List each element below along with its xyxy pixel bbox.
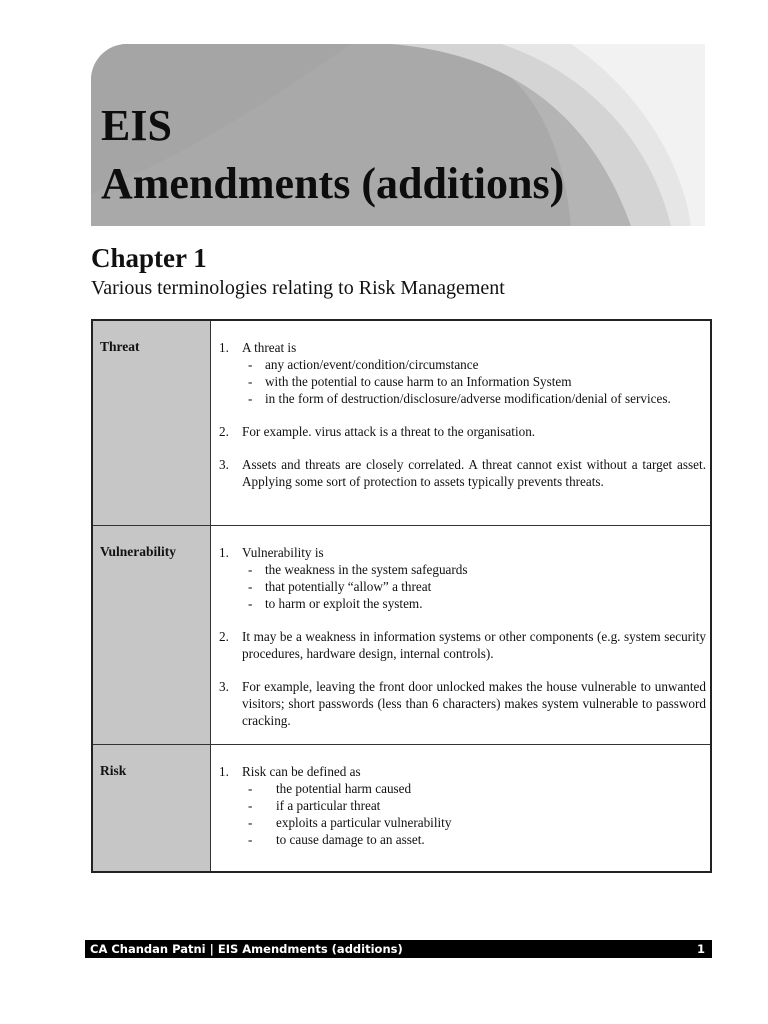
list-number: 2. [219, 629, 229, 644]
term-row-risk [93, 745, 710, 871]
term-label-risk: Risk [100, 763, 127, 778]
sub-item: - if a particular threat [248, 798, 381, 813]
sub-item: - in the form of destruction/disclosure/adverse modification/denial of services. [248, 391, 671, 406]
point-text: A threat is [242, 340, 297, 355]
sub-item: - with the potential to cause harm to an Information System [248, 374, 572, 389]
term-row-vulnerability [93, 526, 710, 745]
sub-item: - that potentially “allow” a threat [248, 579, 432, 594]
point-text: Assets and threats are closely correlated. A threat cannot exist without a target asset. Applying some sort of protection to assets typically prevents threats. [242, 457, 706, 489]
list-number: 3. [219, 457, 229, 472]
sub-list [242, 561, 706, 612]
sub-item: - the potential harm caused [248, 781, 412, 796]
list-item [219, 423, 706, 440]
list-item [219, 763, 706, 848]
footer-left [90, 940, 403, 958]
point-text: Vulnerability is [242, 545, 324, 560]
point-text: For example. virus attack is a threat to the organisation. [242, 424, 536, 439]
term-definition-threat [219, 339, 706, 506]
list-number: 1. [219, 764, 229, 779]
point-text: Risk can be defined as [242, 764, 361, 779]
sub-item: - to harm or exploit the system. [248, 596, 423, 611]
term-label-cell [93, 321, 211, 525]
list-item [219, 544, 706, 612]
term-label-cell [93, 745, 211, 871]
term-label-cell [93, 526, 211, 744]
list-number: 1. [219, 545, 229, 560]
header-banner [91, 44, 705, 226]
terms-table [91, 319, 712, 873]
footer-page-number: 1 [696, 942, 705, 956]
chapter-heading: Chapter 1 [91, 243, 207, 273]
sub-item: - any action/event/condition/circumstance [248, 357, 479, 372]
list-number: 1. [219, 340, 229, 355]
term-row-threat [93, 321, 710, 526]
banner-title-line1: EIS [101, 101, 172, 150]
list-number: 3. [219, 679, 229, 694]
sub-list [242, 356, 706, 407]
point-text: It may be a weakness in information systems or other components (e.g. system security procedures, hardware design, internal controls). [242, 629, 706, 661]
sub-list [242, 780, 706, 848]
banner-title-line2: Amendments (additions) [101, 159, 565, 208]
sub-item: - exploits a particular vulnerability [248, 815, 452, 830]
footer-author: CA Chandan Patni [90, 942, 206, 956]
sub-item: - to cause damage to an asset. [248, 832, 425, 847]
list-number: 2. [219, 424, 229, 439]
point-text: For example, leaving the front door unlocked makes the house vulnerable to unwanted visitors; short passwords (less than 6 characters) makes system vulnerable to password cracking. [242, 679, 706, 728]
page-footer [85, 940, 712, 958]
list-item [219, 678, 706, 729]
term-label-threat: Threat [100, 339, 140, 354]
list-item [219, 456, 706, 490]
term-definition-risk [219, 763, 706, 864]
list-item [219, 628, 706, 662]
footer-doc-title: EIS Amendments (additions) [217, 942, 403, 956]
term-definition-vulnerability [219, 544, 706, 745]
list-item [219, 339, 706, 407]
sub-item: - the weakness in the system safeguards [248, 562, 468, 577]
term-label-vulnerability: Vulnerability [100, 544, 177, 559]
footer-separator: | [209, 942, 214, 956]
chapter-subtitle: Various terminologies relating to Risk Management [91, 277, 505, 299]
